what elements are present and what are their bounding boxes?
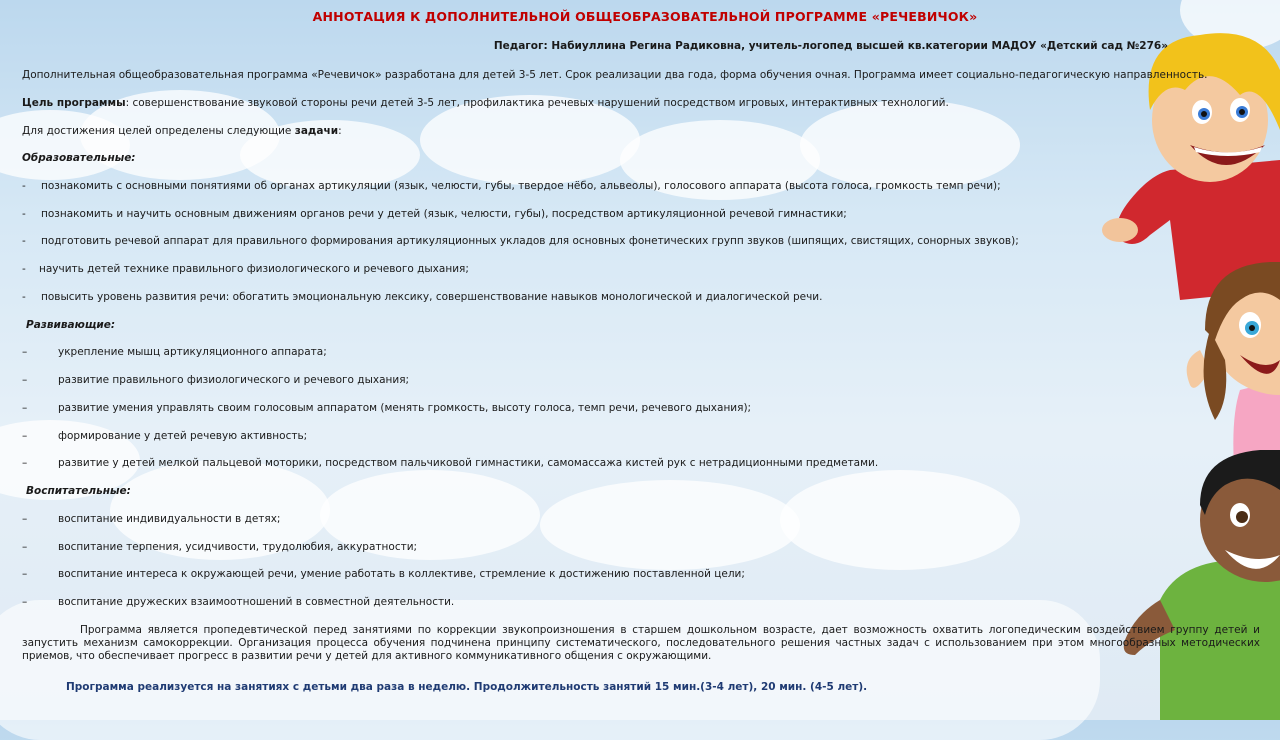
tasks-word: задачи — [294, 125, 339, 137]
bullet: - — [22, 208, 26, 220]
teacher-info: Педагог: Набиуллина Регина Радиковна, учитель-логопед высшей кв.категории МАДОУ «Детский сад №276» — [493, 40, 1168, 52]
bullet: – — [22, 513, 28, 525]
list-item-text: воспитание дружеских взаимоотношений в совместной деятельности. — [58, 596, 455, 608]
bullet: - — [22, 235, 26, 247]
upbringing-heading: Воспитательные: — [26, 485, 131, 497]
bullet: – — [22, 596, 28, 608]
goal-label: Цель программы — [22, 97, 126, 109]
list-item-text: развитие умения управлять своим голосовым аппаратом (менять громкость, высоту голоса, темп речи, речевого дыхания); — [58, 402, 752, 414]
bullet: – — [22, 402, 28, 414]
schedule-footer: Программа реализуется на занятиях с детьми два раза в неделю. Продолжительность занятий 15 мин.(3-4 лет), 20 мин. (4-5 лет). — [66, 681, 868, 693]
list-item-text: повысить уровень развития речи: обогатить эмоциональную лексику, совершенствование навыков монологической и диалогической речи. — [41, 291, 823, 303]
bullet: – — [22, 346, 28, 358]
bullet: - — [22, 263, 26, 275]
tasks-line — [22, 125, 342, 138]
list-item-text: формирование у детей речевую активность; — [58, 430, 308, 442]
list-item-text: развитие у детей мелкой пальцевой моторики, посредством пальчиковой гимнастики, самомассажа кистей рук с нетрадиционными предметами. — [58, 457, 879, 469]
list-item-text: познакомить с основными понятиями об органах артикуляции (язык, челюсти, губы, твердое нёбо, альвеолы), голосового аппарата (высота голоса, громкость темп речи); — [41, 180, 1001, 192]
intro-text: Дополнительная общеобразовательная программа «Речевичок» разработана для детей 3-5 лет. Срок реализации два года, форма обучения очная. Программа имеет социально-педагогическую направленность. — [22, 69, 1208, 81]
list-item-text: воспитание интереса к окружающей речи, умение работать в коллективе, стремление к достижению поставленной цели; — [58, 568, 745, 580]
goal-text: : совершенствование звуковой стороны речи детей 3-5 лет, профилактика речевых нарушений посредством игровых, интерактивных технологий. — [125, 97, 949, 109]
list-item-text: воспитание индивидуальности в детях; — [58, 513, 281, 525]
list-item-text: воспитание терпения, усидчивости, трудолюбия, аккуратности; — [58, 541, 418, 553]
bullet: - — [22, 180, 26, 192]
list-item-text: развитие правильного физиологического и речевого дыхания; — [58, 374, 410, 386]
list-item-text: научить детей технике правильного физиологического и речевого дыхания; — [39, 263, 469, 275]
educational-heading: Образовательные: — [22, 152, 136, 164]
list-item-text: познакомить и научить основным движениям органов речи у детей (язык, челюсти, губы), посредством артикуляционной речевой гимнастики; — [41, 208, 847, 220]
tasks-pre: Для достижения целей определены следующие — [22, 125, 295, 137]
bullet: - — [22, 291, 26, 303]
tasks-post: : — [338, 125, 342, 137]
bullet: – — [22, 457, 28, 469]
document-title: АННОТАЦИЯ К ДОПОЛНИТЕЛЬНОЙ ОБЩЕОБРАЗОВАТЕЛЬНОЙ ПРОГРАММЕ «РЕЧЕВИЧОК» — [312, 9, 978, 24]
bullet: – — [22, 374, 28, 386]
goal-line — [22, 97, 949, 110]
bullet: – — [22, 568, 28, 580]
bullet: – — [22, 541, 28, 553]
bullet: – — [22, 430, 28, 442]
list-item-text: укрепление мышц артикуляционного аппарата; — [58, 346, 327, 358]
list-item-text: подготовить речевой аппарат для правильного формирования артикуляционных укладов для основных фонетических групп звуков (шипящих, свистящих, сонорных звуков); — [41, 235, 1019, 247]
developing-heading: Развивающие: — [26, 319, 116, 331]
summary-paragraph: Программа является пропедевтической перед занятиями по коррекции звукопроизношения в старшем дошкольном возрасте, дает возможность охватить логопедическим воздействием группу детей и запустить механизм самокоррекции. Организация процесса обучения подчинена принципу систематического, последовательного решения частных задач с использованием при этом многообразных методических приемов, что обеспечивает прогресс в развитии речи у детей для активного коммуникативного общения с окружающими. — [22, 624, 1260, 662]
